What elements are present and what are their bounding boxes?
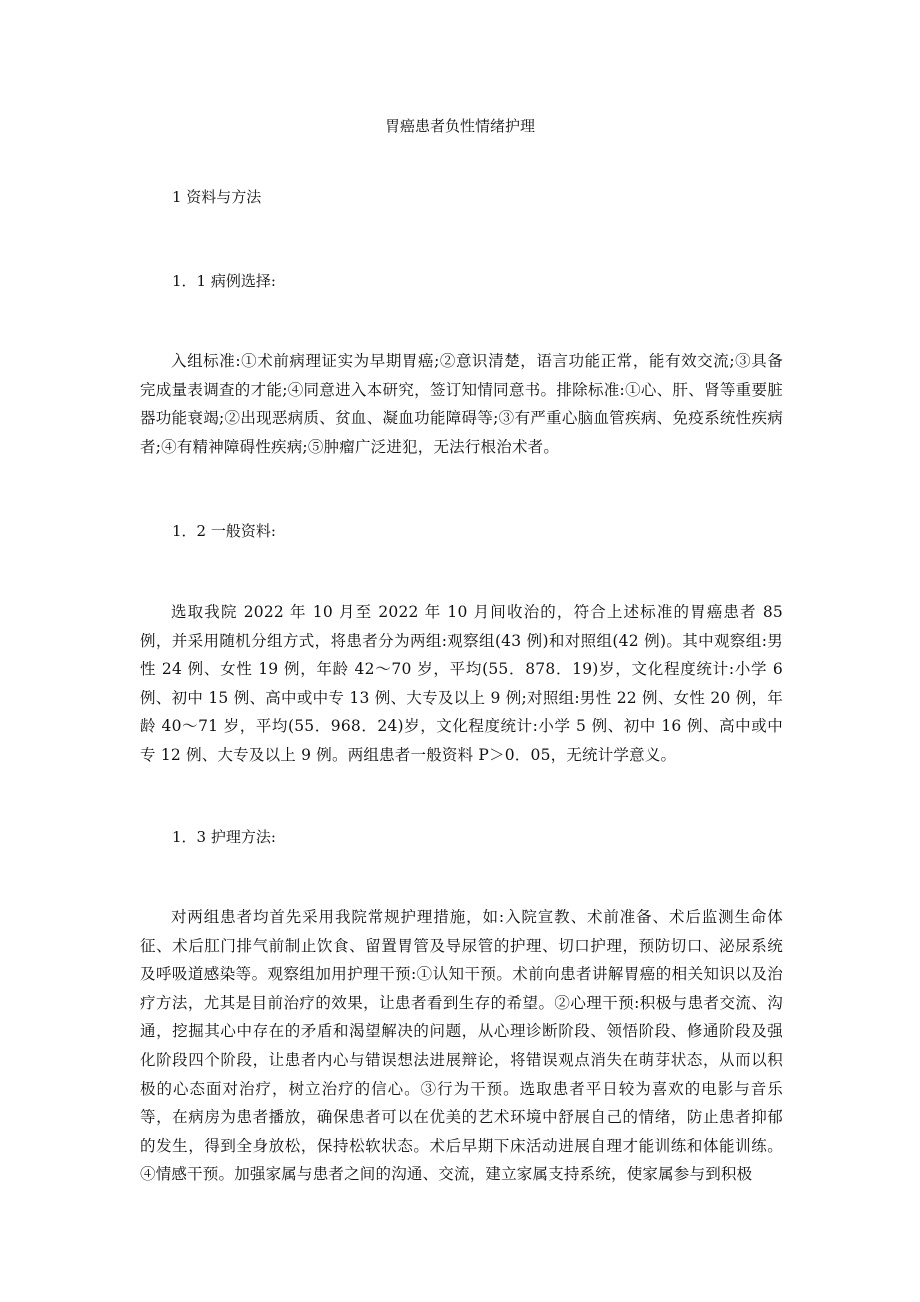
document-title: 胃癌患者负性情绪护理	[384, 117, 535, 135]
section-heading-1-3: 1．3 护理方法:	[172, 828, 276, 846]
paragraph-inclusion-criteria: 入组标准:①术前病理证实为早期胃癌;②意识清楚，语言功能正常，能有效交流;③具备完成量表调查的才能;④同意进入本研究，签订知情同意书。排除标准:①心、肝、肾等重要脏器功能衰竭;②出现恶病质、贫血、凝血功能障碍等;③有严重心脑血管疾病、免疫系统性疾病者;④有精神障碍性疾病;⑤肿瘤广泛进犯，无法行根治术者。	[140, 352, 783, 456]
paragraph-nursing-methods: 对两组患者均首先采用我院常规护理措施，如:入院宣教、术前准备、术后监测生命体征、术后肛门排气前制止饮食、留置胃管及导尿管的护理、切口护理，预防切口、泌尿系统及呼吸道感染等。观察组加用护理干预:①认知干预。术前向患者讲解胃癌的相关知识以及治疗方法，尤其是目前治疗的效果，让患者看到生存的希望。②心理干预:积极与患者交流、沟通，挖掘其心中存在的矛盾和渴望解决的问题，从心理诊断阶段、领悟阶段、修通阶段及强化阶段四个阶段，让患者内心与错误想法进展辩论，将错误观点消失在萌芽状态，从而以积极的心态面对治疗，树立治疗的信心。③行为干预。选取患者平日较为喜欢的电影与音乐等，在病房为患者播放，确保患者可以在优美的艺术环境中舒展自己的情绪，防止患者抑郁的发生，得到全身放松，保持松软状态。术后早期下床活动进展自理才能训练和体能训练。④情感干预。加强家属与患者之间的沟通、交流，建立家属支持系统，使家属参与到积极	[140, 908, 783, 1184]
paragraph-general-data: 选取我院 2022 年 10 月至 2022 年 10 月间收治的，符合上述标准的胃癌患者 85 例，并采用随机分组方式，将患者分为两组:观察组(43 例)和对照组(42 例)。其中观察组:男性 24 例、女性 19 例，年龄 42～70 岁，平均(55．878．19)岁，文化程度统计:小学 6 例、初中 15 例、高中或中专 13 例、大专及以上 9 例;对照组:男性 22 例、女性 20 例，年龄 40～71 岁，平均(55．968．24)岁，文化程度统计:小学 5 例、初中 16 例、高中或中专 12 例、大专及以上 9 例。两组患者一般资料 P＞0．05，无统计学意义。	[140, 603, 783, 764]
section-heading-1-1: 1．1 病例选择:	[172, 272, 276, 290]
section-heading-1-2: 1．2 一般资料:	[172, 522, 276, 540]
section-heading-1: 1 资料与方法	[172, 188, 262, 206]
